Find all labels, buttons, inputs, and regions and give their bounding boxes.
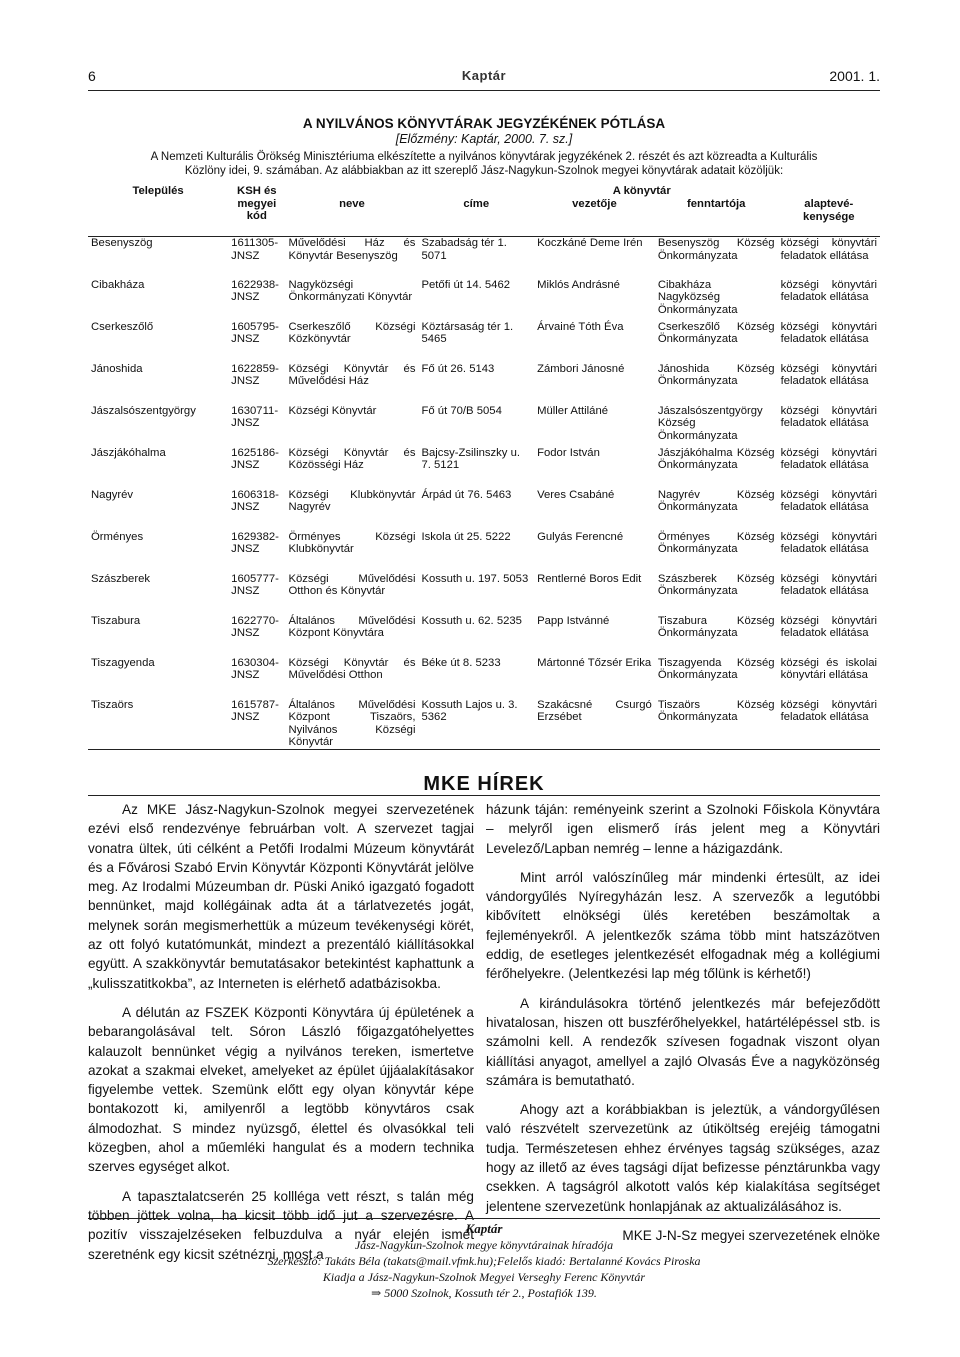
header-name: neve (285, 198, 418, 237)
cell-settlement: Nagyrév (91, 488, 134, 501)
cell-activity: községi könyvtári feladatok ellátása (780, 278, 877, 304)
table-row (88, 279, 880, 321)
cell-settlement: Cibakháza (91, 278, 145, 291)
cell-activity: községi könyvtári feladatok ellátása (778, 699, 880, 750)
cell-name: Művelődési Ház és Könyvtár Besenyszög (288, 237, 416, 262)
cell-name: Községi Könyvtár és Művelődési Otthon (288, 656, 416, 682)
cell-maintainer: Jánoshida Község Önkormányzata (657, 362, 775, 388)
table-row (88, 321, 880, 363)
cell-name: Cserkeszőlő Községi Közkönyvtár (288, 320, 416, 346)
cell-activity: községi könyvtári feladatok ellátása (780, 614, 877, 640)
cell-activity: községi könyvtári feladatok ellátása (780, 572, 877, 598)
cell-settlement: Besenyszög (91, 237, 153, 249)
cell-ksh: 1629382- JNSZ (231, 530, 279, 556)
cell-activity: községi könyvtári feladatok ellátása (780, 237, 877, 262)
cell-ksh: 1630711- JNSZ (231, 404, 279, 430)
article-intro: A Nemzeti Kulturális Örökség Minisztériuma elkészítette a nyilvános könyvtárak jegyzékének 2. részét és azt közreadta a Kulturális Közlöny idei, 9. számában. Az alábbiakban az itt szereplő Jász-Nagykun-Szolnok megyei könyvtárak adatait közöljük: (150, 151, 818, 177)
header-address: címe (418, 198, 534, 237)
header-activity: alaptevé-kenysége (778, 198, 880, 237)
cell-address: Petőfi út 14. 5462 (421, 278, 511, 291)
cell-director: Papp Istvánné (537, 614, 610, 627)
cell-director: Veres Csabáné (537, 488, 615, 501)
cell-ksh: 1605777- JNSZ (231, 572, 279, 598)
colophon-address-line (88, 1285, 880, 1301)
table-row (88, 363, 880, 405)
cell-director: Zámbori Jánosné (537, 362, 625, 375)
table-row (88, 615, 880, 657)
cell-activity: községi könyvtári feladatok ellátása (780, 446, 877, 472)
cell-director: Szakácsné Csurgó Erzsébet (534, 699, 655, 750)
colophon-address: 5000 Szolnok, Kossuth tér 2., Postafiók 139. (384, 1286, 597, 1300)
cell-address: Árpád út 76. 5463 (421, 488, 512, 501)
cell-activity: községi könyvtári feladatok ellátása (780, 530, 877, 556)
cell-activity: községi könyvtári feladatok ellátása (780, 404, 877, 430)
library-table (88, 185, 880, 750)
cell-name: Községi Könyvtár és Közösségi Ház (288, 446, 416, 472)
arrow-icon: ⇒ (371, 1286, 382, 1300)
cell-maintainer: Tiszabura Község Önkormányzata (657, 614, 775, 640)
cell-maintainer: Cserkeszőlő Község Önkormányzata (657, 320, 775, 346)
header-library-group: A könyvtár (612, 185, 671, 197)
cell-maintainer: Tiszaörs Község Önkormányzata (655, 699, 778, 750)
cell-address: Iskola út 25. 5222 (421, 530, 511, 543)
cell-name: Általános Művelődési Központ Könyvtára (288, 614, 416, 640)
news-paragraph: A kirándulásokra történő jelentkezés már befejeződött hivatalosan, hiszen ott buszférőhelyekkel, határtélépéssel stb. is számolni kell. A rendezők szívesen fogadnak viszont olyan kiállítási anyagot, amellyel a zajló Olvasás Éve a nagyközönség számára is bemutatható. (486, 995, 880, 1088)
cell-ksh: 1630304- JNSZ (231, 656, 279, 682)
cell-maintainer: Örményes Község Önkormányzata (657, 530, 775, 556)
table-header (88, 185, 880, 237)
cell-director: Fodor István (537, 446, 600, 459)
cell-ksh: 1622938- JNSZ (231, 278, 279, 304)
news-signature: MKE J-N-Sz megyei szervezetének elnöke (622, 1227, 880, 1243)
table-row (88, 405, 880, 447)
colophon-line: Jász-Nagykun-Szolnok megye könyvtárainak híradója (354, 1238, 614, 1252)
news-paragraph: A délután az FSZEK Központi Könyvtára új épületének a bebarangolásával telt. Sóron László főigazgatóhelyettes kalauzolt bennünket végig a nyilvános tereken, ismertetve azokat a szakmai elveket, amelyeket az épület újjáalakításakor figyelembe vettek. Szemünk előtt egy olyan könyvtár képe bontakozott ki, amilyenről a legtöbb könyvtáros csak álmodozhat. S mindez nyüzsgő, élettel és olvasókkal teli közegben, ahol a műemléki hangulat és a modern technika szerves egységet alkot. (88, 1004, 474, 1175)
cell-maintainer: Besenyszög Község Önkormányzata (657, 237, 775, 262)
cell-director: Árvainé Tóth Éva (537, 320, 624, 333)
cell-maintainer: Tiszagyenda Község Önkormányzata (657, 656, 775, 682)
news-right-column (486, 800, 880, 1255)
cell-address: Bajcsy-Zsilinszky u. 7. 5121 (421, 446, 521, 472)
colophon (88, 1218, 880, 1301)
colophon-publisher: Kiadja a Jász-Nagykun-Szolnok Megyei Verseghy Ferenc Könyvtár (322, 1270, 646, 1284)
article-subtitle: [Előzmény: Kaptár, 2000. 7. sz.] (395, 132, 573, 146)
table-row (88, 489, 880, 531)
cell-name: Községi Könyvtár és Művelődési Ház (288, 362, 416, 388)
cell-address: Szabadság tér 1. 5071 (421, 237, 507, 262)
cell-activity: községi könyvtári feladatok ellátása (780, 488, 877, 514)
header-director: vezetője (534, 198, 655, 237)
cell-ksh: 1622770- JNSZ (231, 614, 279, 640)
cell-address: Fő út 70/B 5054 (421, 404, 502, 417)
cell-address: Köztársaság tér 1. 5465 (421, 320, 514, 346)
cell-name: Általános Művelődési Központ Tiszaörs, Nyilvános Községi Könyvtár (285, 699, 418, 750)
cell-ksh: 1615787- JNSZ (228, 699, 285, 750)
cell-settlement: Szászberek (91, 572, 151, 585)
header-ksh: KSH és megyei kód (228, 185, 285, 237)
cell-name: Községi Művelődési Otthon és Könyvtár (288, 572, 416, 598)
news-paragraph: Mint arról valószínűleg már mindenki értesült, az idei vándorgyűlés Nyíregyházán lesz. A szervezők a legutóbbi kibővített elnökségi ülés keretében beszámoltak a fejleményekről. A jelentkezők száma több mint hatszázötven eddig, de esetleges jelentkezését elfogadnak még a kollégiumi férőhelyekre. (Jelentkezési lap még tőlünk is kérhető!) (486, 869, 880, 982)
colophon-title: Kaptár (465, 1221, 503, 1236)
cell-address: Béke út 8. 5233 (421, 656, 501, 669)
article-title: A NYILVÁNOS KÖNYVTÁRAK JEGYZÉKÉNEK PÓTLÁSA (302, 116, 666, 131)
colophon-editor: Szerkesztő: Takáts Béla (takats@mail.vfmk.hu);Felelős kiadó: Bertalanné Kovács Piroska (267, 1254, 701, 1268)
cell-ksh: 1625186- JNSZ (231, 446, 279, 472)
cell-name: Nagyközségi Önkormányzati Könyvtár (288, 278, 413, 304)
cell-settlement: Jászjákóhalma (91, 446, 166, 459)
running-header (88, 68, 880, 91)
news-paragraph: Ahogy azt a korábbiakban is jeleztük, a vándorgyűlésen való részvételt szervezetünk az útiköltség erejéig támogatni tudja. Természetesen ehhez érvényes tagság szükséges, azaz hogy az illető az éves tagsági díjat befizesse pénztárunkba vagy csekken. A tagságról alkotott valós kép kialakítása segítséget jelentene szervezetünk honlapjának az aktualizálásához is. (486, 1102, 880, 1214)
cell-director: Gulyás Ferencné (537, 530, 624, 543)
header-settlement: Település (88, 185, 228, 237)
cell-address: Kossuth u. 62. 5235 (421, 614, 522, 627)
cell-settlement: Örményes (91, 530, 144, 543)
cell-maintainer: Jászjákóhalma Község Önkormányzata (657, 446, 775, 472)
cell-maintainer: Cibakháza Nagyközség Önkormányzata (657, 278, 738, 316)
cell-name: Községi Könyvtár (288, 404, 377, 417)
table-row (88, 573, 880, 615)
news-paragraph: Az MKE Jász-Nagykun-Szolnok megyei szervezetének ezévi első rendezvénye februárban volt. A szervezet tagjai vonatra ültek, úti célként a Petőfi Irodalmi Múzeum könyvtárát és a Fővárosi Szabó Ervin Könyvtár Központi Könyvtárát jelölve meg. Az Irodalmi Múzeumban dr. Püski Anikó igazgató fogadott bennünket, majd kollégáinak adta át a tárlatvezetés jogát, melynek során megismerhettük a múzeum tevékenységi körét, az ott folyó kutatómunkát, mindezt a prezentáló kiállításokkal együtt. A szakkönyvtár bemutatásakor betekintést kaphattunk a „kulisszatitkokba”, az Interneten is elérhető adatbázisokba. (88, 802, 474, 991)
cell-address: Kossuth Lajos u. 3. 5362 (418, 699, 534, 750)
cell-director: Koczkáné Deme Irén (537, 237, 643, 249)
cell-director: Rentlerné Boros Edit (537, 572, 642, 585)
cell-ksh: 1605795- JNSZ (231, 320, 279, 346)
cell-settlement: Tiszabura (91, 614, 141, 627)
cell-maintainer: Jászalsószentgyörgy Község Önkormányzata (657, 404, 763, 442)
cell-director: Müller Attiláné (537, 404, 609, 417)
cell-settlement: Tiszagyenda (91, 656, 155, 669)
cell-maintainer: Nagyrév Község Önkormányzata (657, 488, 775, 514)
cell-activity: községi és iskolai könyvtári ellátása (780, 656, 877, 682)
cell-address: Kossuth u. 197. 5053 (421, 572, 529, 585)
table-row (88, 447, 880, 489)
cell-maintainer: Szászberek Község Önkormányzata (657, 572, 775, 598)
journal-name: Kaptár (461, 68, 507, 83)
cell-ksh: 1611305- JNSZ (231, 237, 279, 262)
table-row (88, 531, 880, 573)
cell-settlement: Tiszaörs (88, 699, 228, 750)
cell-settlement: Cserkeszőlő (91, 320, 154, 333)
cell-settlement: Jászalsószentgyörgy (91, 404, 196, 417)
table-body (88, 237, 880, 750)
news-left-column (88, 800, 474, 1274)
cell-settlement: Jánoshida (91, 362, 143, 375)
cell-ksh: 1606318- JNSZ (231, 488, 279, 514)
cell-director: Mártonné Tőzsér Erika (537, 656, 652, 669)
cell-name: Községi Klubkönyvtár Nagyrév (288, 488, 416, 514)
cell-director: Miklós Andrásné (537, 278, 620, 291)
table-row (88, 237, 880, 279)
issue-number: 2001. 1. (829, 68, 880, 84)
header-maintainer: fenntartója (655, 198, 778, 237)
news-paragraph: A tapasztalatcserén 25 kollléga vett részt, s talán még többen jöttek volna, ha kicsit több idő jut a szervezésre. A pozitív visszajelzéseken felbuzdulva a nyár elején ismét szeretnénk egy kicsit szétnézni, most a (88, 1188, 474, 1262)
table-row (88, 657, 880, 699)
page-number: 6 (88, 68, 96, 84)
cell-name: Örményes Községi Klubkönyvtár (288, 530, 416, 556)
news-title: MKE HÍREK (88, 773, 880, 796)
table-row (88, 699, 880, 750)
cell-ksh: 1622859- JNSZ (231, 362, 279, 388)
cell-address: Fő út 26. 5143 (421, 362, 495, 375)
cell-activity: községi könyvtári feladatok ellátása (780, 320, 877, 346)
news-paragraph: házunk táján: reményeink szerint a Szolnoki Főiskola Könyvtára – melyről igen elismerő írás jelent meg a Könyvtári Levelező/Lapban nemrég – lenne a házigazdánk. (486, 802, 880, 856)
cell-activity: községi könyvtári feladatok ellátása (780, 362, 877, 388)
